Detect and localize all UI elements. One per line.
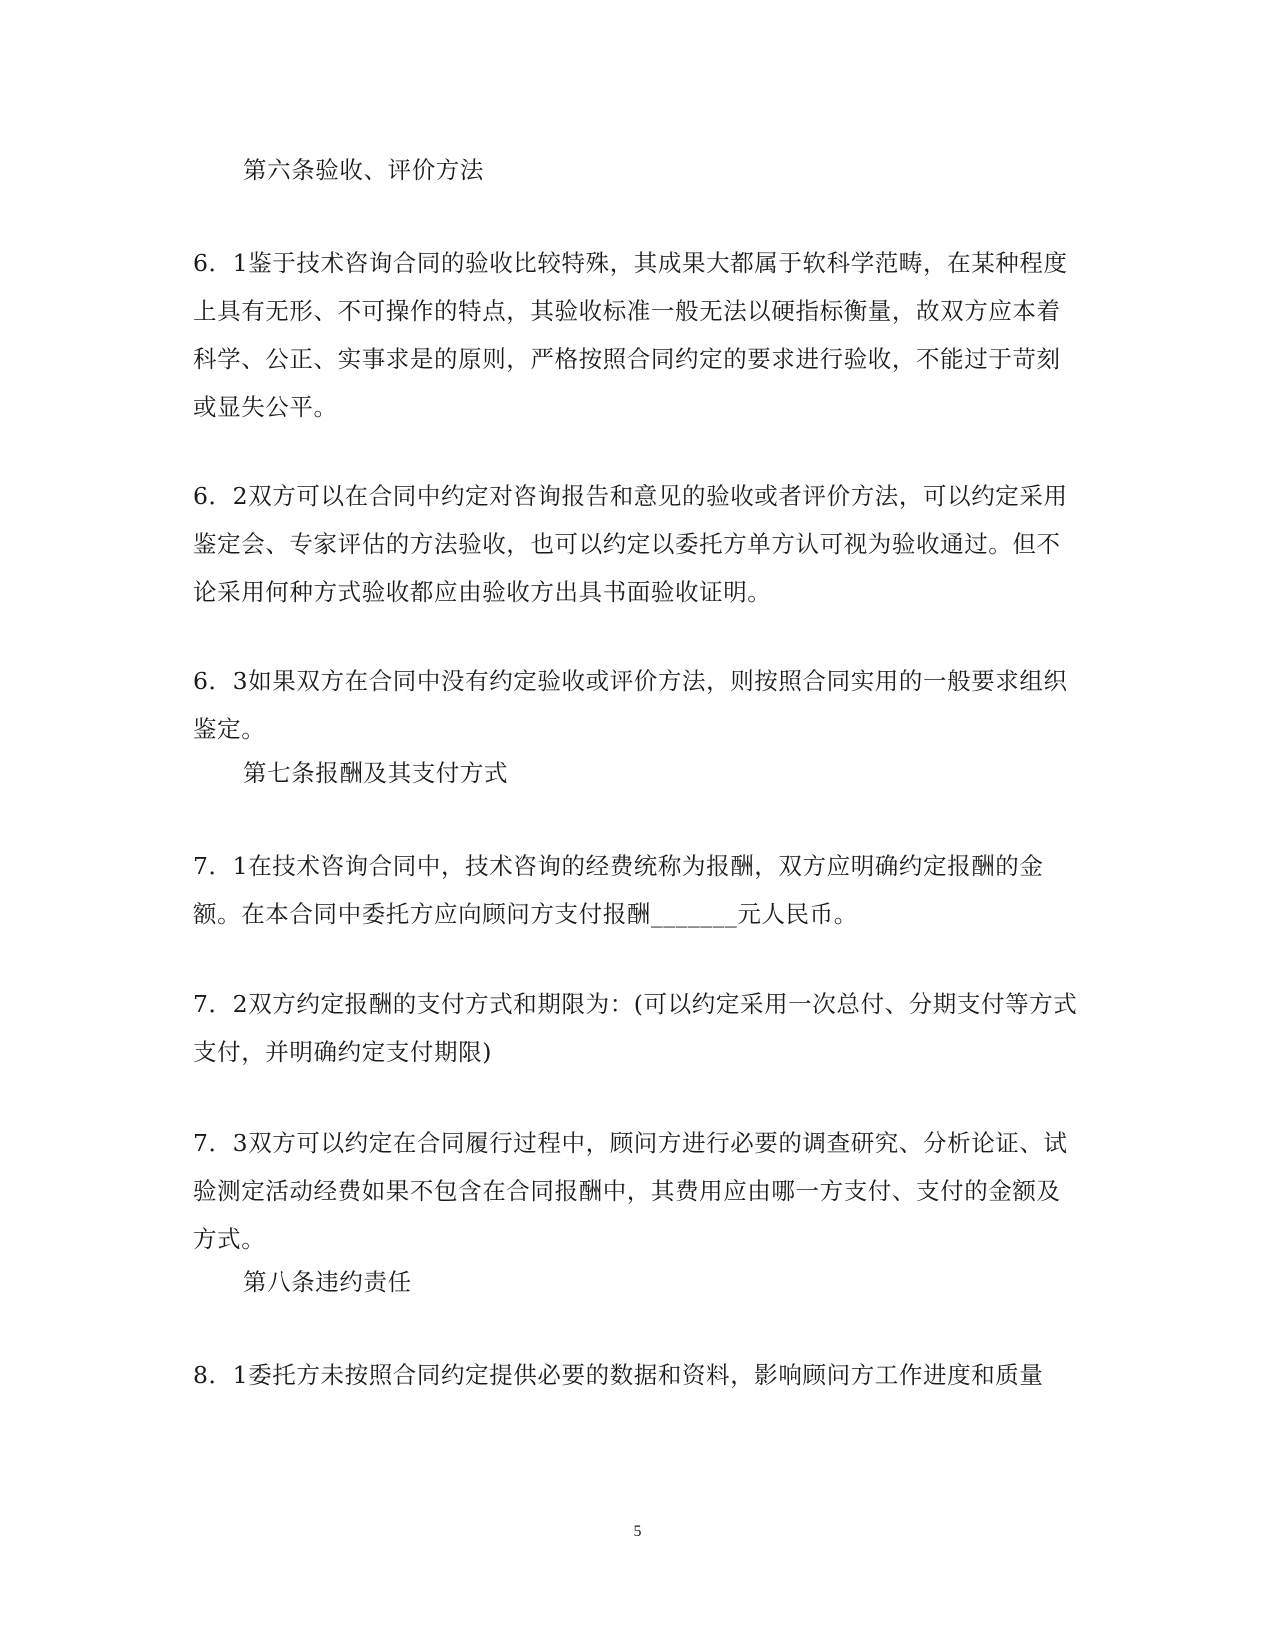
page-number: 5 xyxy=(633,1523,642,1540)
paragraph-8-1: 8．1委托方未按照合同约定提供必要的数据和资料，影响顾问方工作进度和质量 xyxy=(193,1361,1044,1389)
paragraph-7-3: 7．3双方可以约定在合同履行过程中，顾问方进行必要的调查研究、分析论证、试验测定活动经费如果不包含在合同报酬中，其费用应由哪一方支付、支付的金额及方式。 xyxy=(193,1129,1068,1253)
section-heading-article-6: 第六条验收、评价方法 xyxy=(243,156,484,184)
section-heading-article-7: 第七条报酬及其支付方式 xyxy=(243,759,509,787)
paragraph-7-1: 7．1在技术咨询合同中，技术咨询的经费统称为报酬，双方应明确约定报酬的金额。在本合同中委托方应向顾问方支付报酬_______元人民币。 xyxy=(193,852,1044,928)
paragraph-6-3: 6．3如果双方在合同中没有约定验收或评价方法，则按照合同实用的一般要求组织鉴定。 xyxy=(193,667,1068,743)
section-heading-article-8: 第八条违约责任 xyxy=(243,1268,412,1296)
paragraph-6-2: 6．2双方可以在合同中约定对咨询报告和意见的验收或者评价方法，可以约定采用鉴定会、专家评估的方法验收，也可以约定以委托方单方认可视为验收通过。但不论采用何种方式验收都应由验收方出具书面验收证明。 xyxy=(193,482,1068,606)
paragraph-7-2: 7．2双方约定报酬的支付方式和期限为：(可以约定采用一次总付、分期支付等方式支付，并明确约定支付期限) xyxy=(193,990,1078,1066)
paragraph-6-1: 6．1鉴于技术咨询合同的验收比较特殊，其成果大都属于软科学范畴，在某种程度上具有无形、不可操作的特点，其验收标准一般无法以硬指标衡量，故双方应本着科学、公正、实事求是的原则，严格按照合同约定的要求进行验收，不能过于苛刻或显失公平。 xyxy=(193,249,1068,421)
